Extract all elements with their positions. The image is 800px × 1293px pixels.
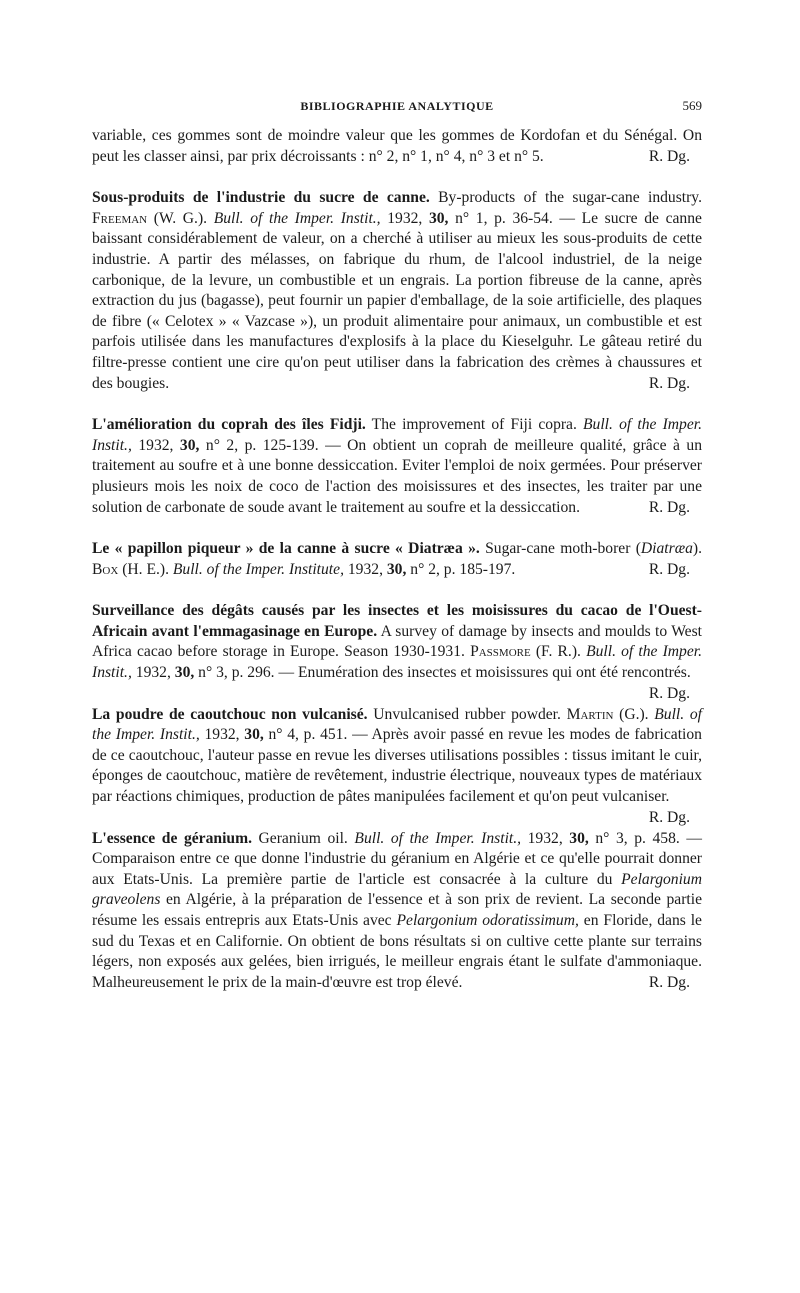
entry-year: 1932,: [387, 209, 423, 227]
entry-signature: R. Dg.: [648, 147, 690, 165]
entry-english-title: Unvulcanised rubber powder.: [373, 705, 561, 723]
entry-sous-produits: [92, 188, 702, 394]
entry-volume: 30,: [428, 209, 449, 227]
entry-ref: n° 1, p. 36-54.: [455, 209, 553, 227]
entry-body: variable, ces gommes sont de moindre valeur que les gommes de Kordofan et du Sénégal. On peut les classer ainsi, par prix décroissants : n° 2, n° 1, n° 4, n° 3 et n° 5.: [92, 127, 702, 165]
entry-author-initials: (W. G.).: [153, 209, 208, 227]
entry-author-initials: (F. R.).: [535, 643, 581, 661]
entry-english-title: Geranium oil.: [258, 829, 348, 847]
entry-english-title: A survey of damage by insects and moulds to West Africa cacao before storage in Europe. Season 1930-1931.: [92, 622, 703, 661]
entry-title: Le « papillon piqueur » de la canne à sucre « Diatræa ».: [92, 540, 480, 558]
entry-body: — Le sucre de canne baissant considérablement de valeur, on a cherché à utiliser au mieux les sous-produits de cette industrie. A partir des mélasses, on fabrique du rhum, de l'alcool industriel, de la neige carbonique, de la levure, un combustible et un engrais. La portion fibreuse de la canne, après extraction du jus (bagasse), peut fournir un papier d'emballage, de la soie artificielle, des plaques de fibre (« Celotex » « Vazcase »), un produit alimentaire pour animaux, un combustible et est parfois utilisée dans les manufactures d'explosifs à la place du Kieselguhr. Le gâteau retiré du filtre-presse contient une cire qu'on peut utiliser dans la fabrication des crèmes à chaussures et des bougies.: [92, 209, 702, 392]
entry-author: Freeman: [92, 209, 148, 227]
page-number: 569: [682, 98, 702, 113]
entry-english-title: Sugar-cane moth-borer (: [485, 540, 641, 558]
entry-ref: n° 3, p. 296.: [198, 664, 275, 682]
entry-author: Passmore: [470, 643, 531, 661]
entry-author: Martin: [566, 705, 614, 723]
entry-continuation: [92, 126, 702, 167]
entry-signature: R. Dg.: [648, 973, 690, 991]
entry-body: — On obtient un coprah de meilleure qualité, grâce à un traitement au soufre et à une bonne dessiccation. Eviter l'emploi de noix germées. Pour préserver plusieurs mois les noix de coco de l'action des moisissures et des insectes, les traiter par une solution de carbonate de soude avant le traitement au soufre et la dessiccation.: [92, 436, 703, 516]
entry-year: 1932,: [135, 664, 171, 682]
entry-ref: n° 4, p. 451.: [268, 726, 348, 744]
entry-title: La poudre de caoutchouc non vulcanisé.: [92, 705, 368, 723]
entry-signature: R. Dg.: [648, 374, 690, 392]
entry-volume: 30,: [569, 829, 589, 847]
entry-body-part-a: — Comparaison entre ce que donne l'industrie du géranium en Algérie et ce qu'elle pourrait donner aux Etats-Unis. La première partie de l'article est consacrée à la culture du: [92, 829, 702, 888]
document-page: [92, 96, 702, 1014]
entry-ref: n° 3, p. 458.: [595, 829, 680, 847]
entry-english-title: The improvement of Fiji copra.: [371, 416, 577, 434]
entry-journal: Bull. of the Imper. Instit.,: [92, 416, 702, 454]
entry-journal: Bull. of the Imper. Instit.,: [354, 829, 522, 847]
entry-signature: R. Dg.: [648, 808, 690, 826]
entry-title: L'amélioration du coprah des îles Fidji.: [92, 416, 366, 434]
entry-species-a: Pelargonium graveolens: [92, 870, 702, 909]
entry-volume: 30,: [179, 436, 200, 454]
entry-ref: n° 2, p. 185-197.: [410, 560, 516, 578]
entry-surveillance-cacao: [92, 601, 703, 702]
entry-english-title: By-products of the sugar-cane industry.: [438, 189, 702, 207]
entry-body: — Après avoir passé en revue les modes de fabrication de ce caoutchouc, l'auteur passe en revue les diverses utilisations possibles : tissus imitant le cuir, éponges de caoutchouc, matière de revêtement, industrie électrique, nouveaux types de matériaux par réactions chimiques, production de pâtes manipulées facilement et qu'on peut vulcaniser.: [92, 726, 702, 806]
entry-body-part-b: en Algérie, à la préparation de l'essence et à son prix de revient. La seconde partie résume les essais entrepris aux Etats-Unis avec: [92, 891, 702, 929]
entry-author-initials: (G.).: [619, 705, 649, 723]
entry-title: Surveillance des dégâts causés par les insectes et les moisissures du cacao de l'Ouest-Africain avant l'emmagasinage en Europe.: [92, 602, 702, 640]
entry-journal: Bull. of the Imper. Instit.,: [213, 209, 381, 227]
entry-author: Box: [92, 560, 119, 578]
entry-poudre-caoutchouc: [92, 705, 702, 826]
entry-coprah-fidji: [92, 415, 702, 518]
entry-journal: Bull. of the Imper. Instit.,: [92, 643, 702, 682]
entry-essence-geranium: [92, 829, 702, 994]
entry-year: 1932,: [204, 726, 240, 744]
entry-species-b: Pelargonium odoratissimum,: [396, 912, 579, 929]
entry-volume: 30,: [174, 664, 195, 682]
running-title: BIBLIOGRAPHIE ANALYTIQUE: [300, 99, 494, 113]
entry-ref: n° 2, p. 125-139.: [205, 436, 319, 454]
entry-author-initials: (H. E.).: [122, 560, 169, 578]
entry-journal: Bull. of the Imper. Instit.,: [92, 705, 702, 744]
entry-volume: 30,: [386, 560, 407, 578]
entry-title: L'essence de géranium.: [92, 829, 252, 847]
entry-year: 1932,: [347, 560, 383, 578]
entry-signature: R. Dg.: [648, 498, 690, 516]
entry-year: 1932,: [527, 829, 563, 847]
entry-body-part-c: en Floride, dans le sud du Texas et en Californie. On obtient de bons résultats si on cultive cette plante sur terrains légers, non exposés aux gelées, bien irrigués, le meilleur engrais étant le sulfate d'ammoniaque. Malheureusement le prix de la main-d'œuvre est trop élevé.: [92, 912, 702, 991]
entry-title: Sous-produits de l'industrie du sucre de canne.: [92, 189, 430, 207]
entry-journal: Bull. of the Imper. Institute,: [172, 560, 344, 578]
entry-body: — Enumération des insectes et moisissures qui ont été rencontrés.: [278, 664, 691, 682]
entry-signature: R. Dg.: [648, 684, 690, 702]
entry-papillon-piqueur: [92, 539, 702, 580]
entry-year: 1932,: [138, 436, 174, 454]
entry-signature: R. Dg.: [648, 560, 690, 578]
entry-volume: 30,: [244, 726, 264, 744]
entry-english-title-end: ).: [692, 540, 702, 558]
entry-english-title-italic: Diatræa: [640, 540, 693, 558]
page-header: [92, 96, 702, 118]
